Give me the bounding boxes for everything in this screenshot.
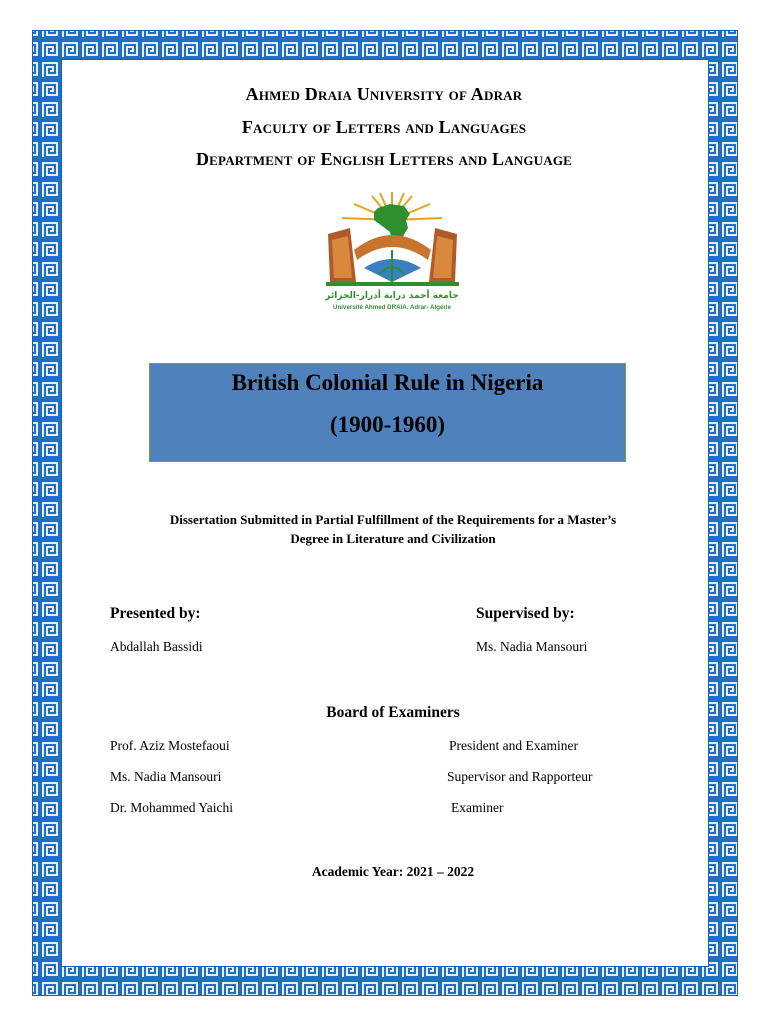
supervisor-name: Ms. Nadia Mansouri [476, 639, 588, 654]
presented-by-label: Presented by: [110, 605, 201, 622]
examiner-name: Ms. Nadia Mansouri [110, 769, 222, 784]
dissertation-line-2: Degree in Literature and Civilization [290, 531, 496, 546]
title-box [149, 363, 626, 462]
examiner-name: Prof. Aziz Mostefaoui [110, 738, 230, 753]
supervised-by-label: Supervised by: [476, 605, 575, 622]
dissertation-statement [110, 510, 676, 548]
examiner-role: Supervisor and Rapporteur [447, 769, 593, 784]
board-of-examiners-title: Board of Examiners [326, 704, 460, 721]
logo-arabic-text: جامعة أحمد دراية أدرار-الجزائر [325, 291, 459, 301]
university-name: Ahmed Draia University of Adrar [245, 84, 523, 104]
examiner-name: Dr. Mohammed Yaichi [110, 800, 233, 815]
examiner-role: President and Examiner [449, 738, 578, 753]
dissertation-line-1: Dissertation Submitted in Partial Fulfillment of the Requirements for a Master’s [169, 512, 617, 527]
logo-latin-text: Université Ahmed DRAIA. Adrar- Algérie [333, 304, 451, 311]
thesis-period: (1900-1960) [330, 412, 445, 437]
thesis-title: British Colonial Rule in Nigeria [231, 370, 544, 395]
student-name: Abdallah Bassidi [110, 639, 203, 654]
academic-year: Academic Year: 2021 – 2022 [311, 864, 475, 879]
university-logo [320, 190, 465, 315]
examiner-role: Examiner [451, 800, 504, 815]
faculty-name: Faculty of Letters and Languages [241, 117, 527, 137]
department-name: Department of English Letters and Language [195, 149, 573, 169]
